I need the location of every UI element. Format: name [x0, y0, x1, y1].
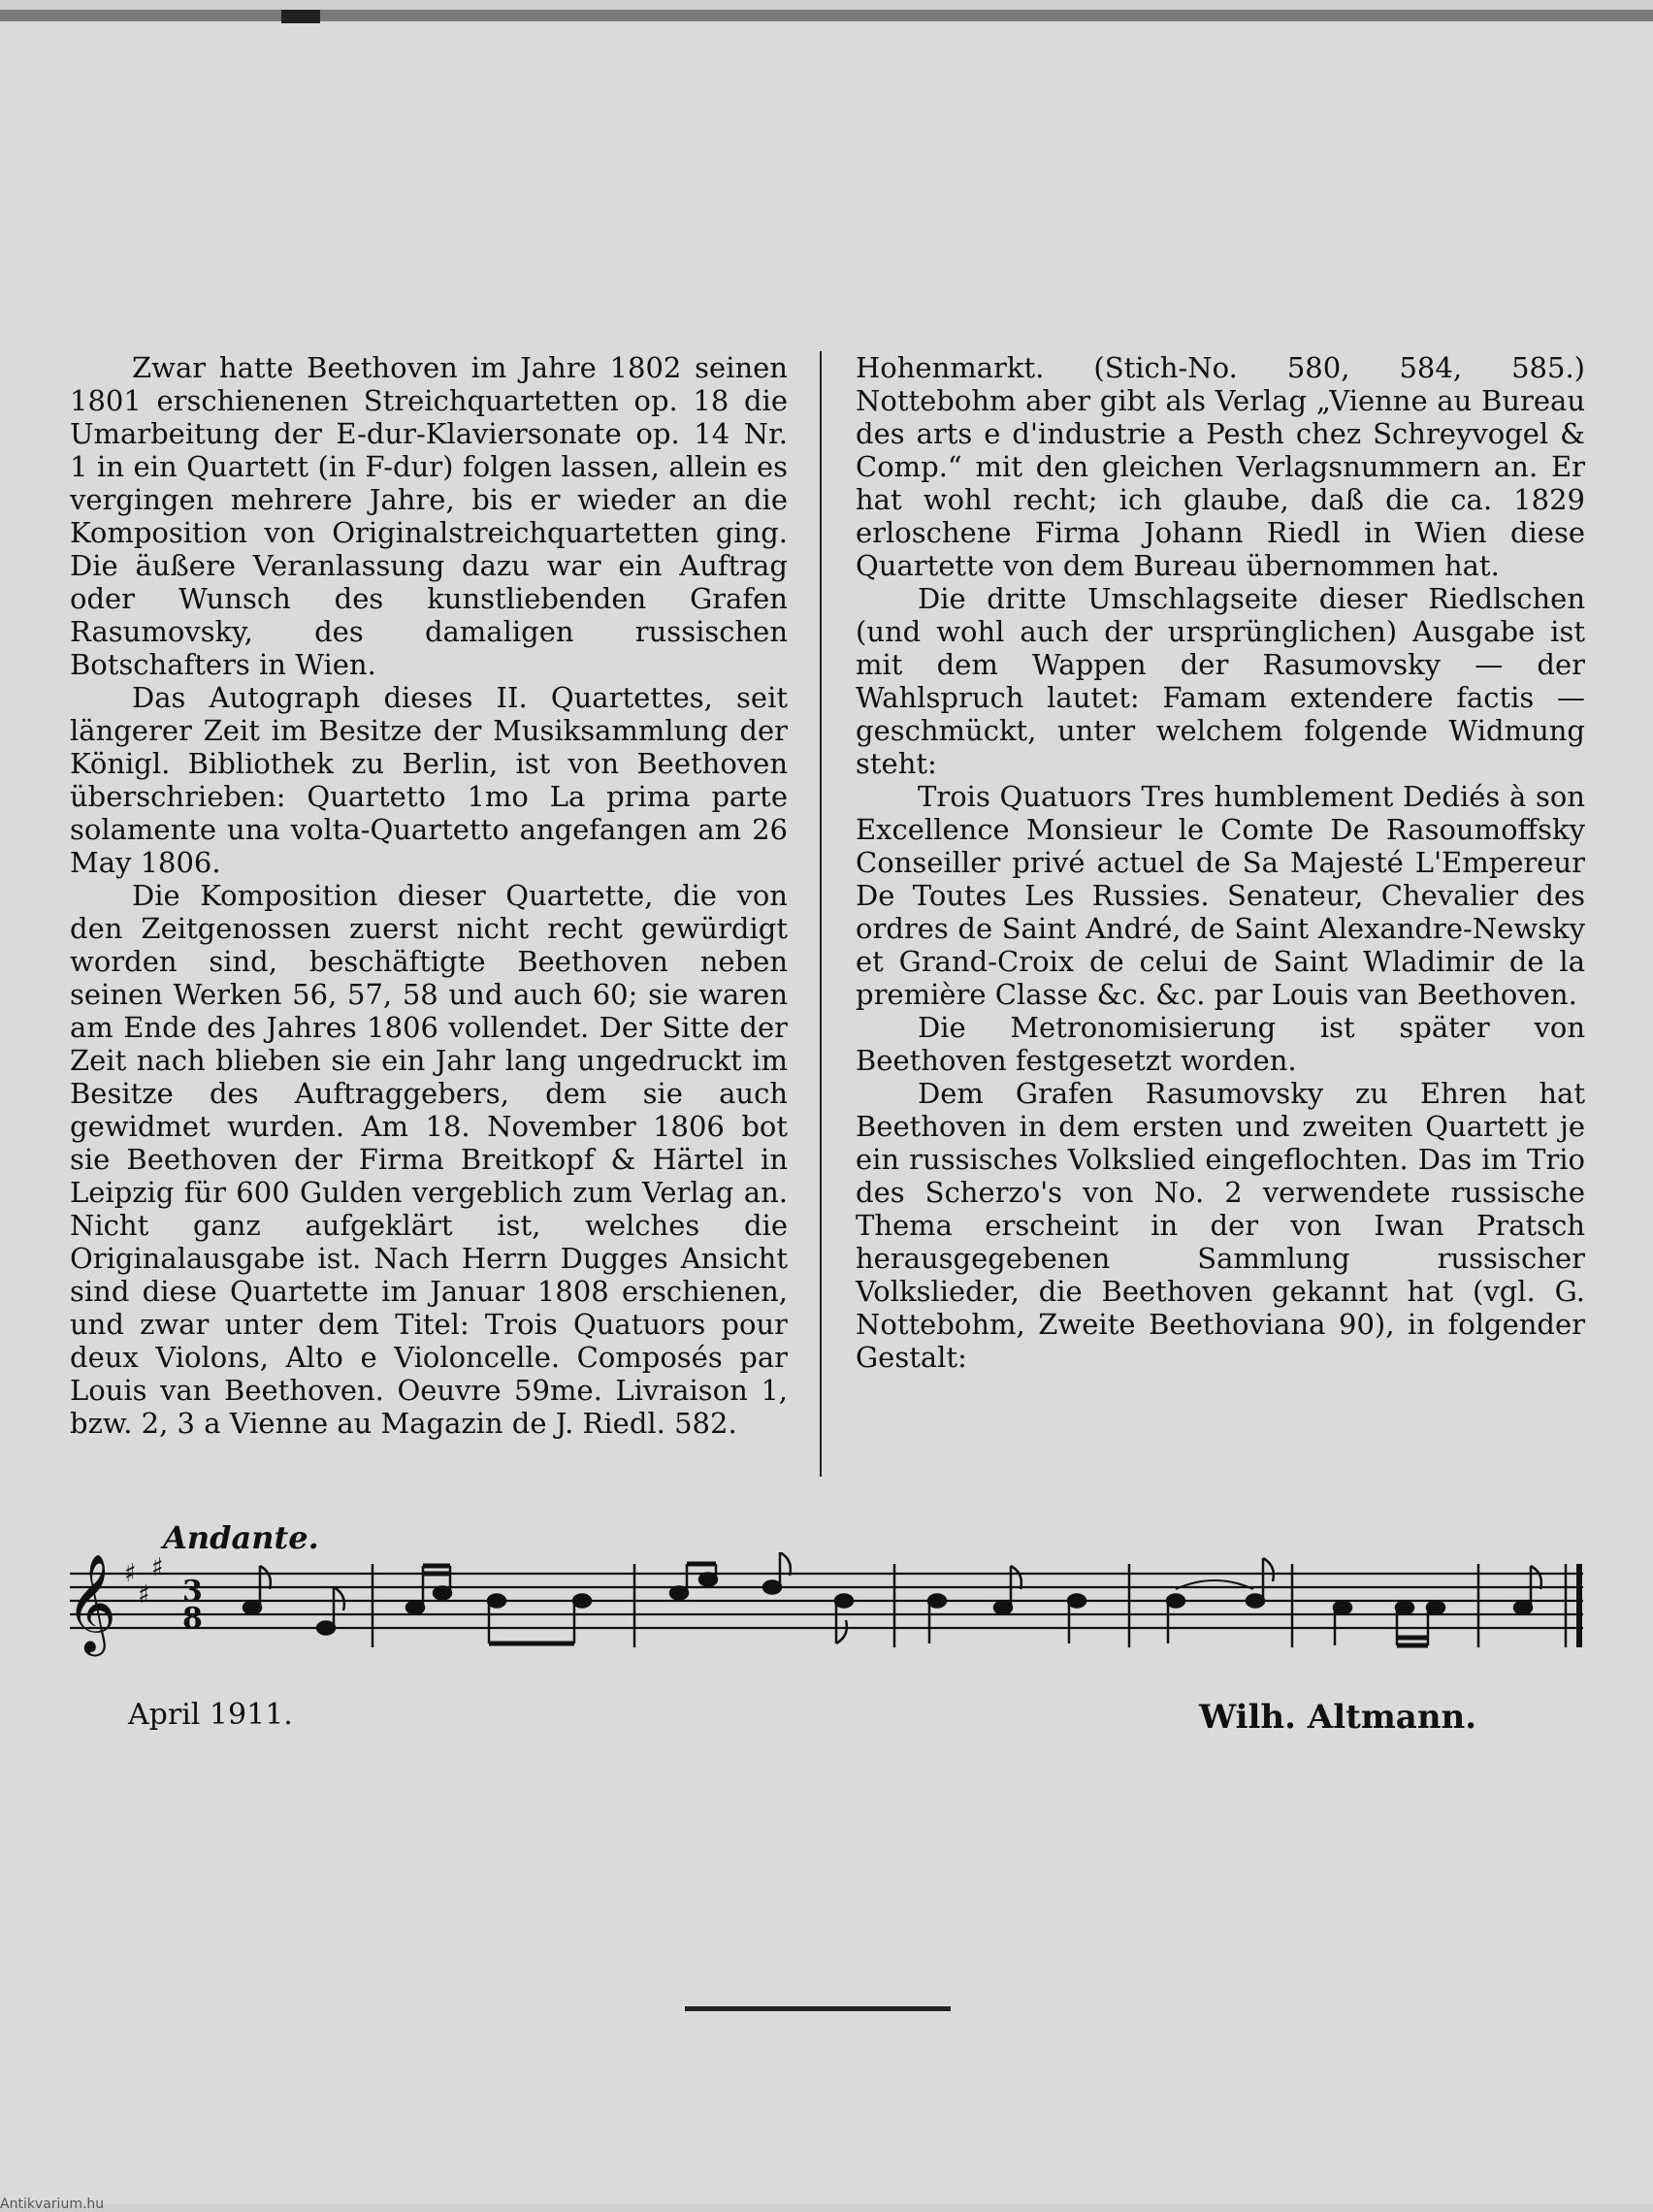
time-signature-bottom: 8 [182, 1602, 203, 1636]
svg-text:♯: ♯ [124, 1559, 137, 1588]
paragraph-right-3: Trois Quatuors Tres humblement Dediés à son Excellence Monsieur le Comte De Rasoumoffsky Conseiller privé actuel de Sa Majesté L'Empereur De Toutes Les Russies. Senateur, Chevalier des ordres de Saint André, de Saint Alexandre-Newsky et Grand-Croix de celui de Saint Wladimir de la première Classe &c. &c. par Louis van Beethoven. [856, 780, 1585, 1011]
paragraph-left-3: Die Komposition dieser Quartette, die von den Zeitgenossen zuerst nicht recht gewürdigt worden sind, beschäftigte Beethoven neben seinen Werken 56, 57, 58 und auch 60; sie waren am Ende des Jahres 1806 vollendet. Der Sitte der Zeit nach blieben sie ein Jahr lang ungedruckt im Besitze des Auftraggebers, dem sie auch gewidmet wurden. Am 18. November 1806 bot sie Beethoven der Firma Breitkopf & Härtel in Leipzig für 600 Gulden vergeblich zum Verlag an. Nicht ganz aufgeklärt ist, welches die Originalausgabe ist. Nach Herrn Dugges Ansicht sind diese Quartette im Januar 1808 erschienen, und zwar unter dem Titel: Trois Quatuors pour deux Violons, Alto e Violoncelle. Composés par Louis van Beethoven. Oeuvre 59me. Livraison 1, bzw. 2, 3 a Vienne au Magazin de J. Riedl. 582. [70, 879, 788, 1440]
treble-clef-icon: 𝄞 [66, 1552, 117, 1652]
paragraph-right-2: Die dritte Umschlagseite dieser Riedlschen (und wohl auch der ursprünglichen) Ausgabe ist mit dem Wappen der Rasumovsky — der Wahlspruch lautet: Famam extendere factis — geschmückt, unter welchem folgende Widmung steht: [856, 582, 1585, 780]
paragraph-right-1: Hohenmarkt. (Stich-No. 580, 584, 585.) Nottebohm aber gibt als Verlag „Vienne au Bureau des arts e d'industrie a Pesth chez Schreyvogel & Comp.“ mit den gleichen Verlagsnummern an. Er hat wohl recht; ich glaube, daß die ca. 1829 erloschene Firma Johann Riedl in Wien diese Quartette von dem Bureau übernommen hat. [856, 351, 1585, 582]
date-line: April 1911. [128, 1698, 293, 1732]
paragraph-right-4: Die Metronomisierung ist später von Beethoven festgesetzt worden. [856, 1011, 1585, 1077]
time-signature-top: 3 [182, 1575, 203, 1609]
page-top-edge [0, 10, 1653, 21]
right-column [856, 351, 1585, 1374]
column-divider [820, 351, 822, 1477]
page-top-mark [281, 10, 320, 23]
svg-text:♯: ♯ [138, 1580, 150, 1610]
staff-lines [70, 1574, 1583, 1628]
music-staff [60, 1552, 1593, 1669]
paragraph-left-1: Zwar hatte Beethoven im Jahre 1802 seinen 1801 erschienenen Streichquartetten op. 18 die Umarbeitung der E-dur-Klaviersonate op. 14 Nr. 1 in ein Quartett (in F-dur) folgen lassen, allein es vergingen mehrere Jahre, bis er wieder an die Komposition von Originalstreichquartetten ging. Die äußere Veranlassung dazu war ein Auftrag oder Wunsch des kunstliebenden Grafen Rasumovsky, des damaligen russischen Botschafters in Wien. [70, 351, 788, 681]
paragraph-left-2: Das Autograph dieses II. Quartettes, seit längerer Zeit im Besitze der Musiksammlung der Königl. Bibliothek zu Berlin, ist von Beethoven überschrieben: Quartetto 1mo La prima parte solamente una volta-Quartetto angefangen am 26 May 1806. [70, 681, 788, 879]
watermark-text: Antikvarium.hu [0, 2196, 105, 2212]
left-column [70, 351, 788, 1440]
document-page [0, 10, 1653, 2212]
end-rule [685, 2006, 951, 2011]
tempo-marking: Andante. [163, 1519, 319, 1556]
author-signature: Wilh. Altmann. [1199, 1698, 1477, 1737]
svg-text:♯: ♯ [151, 1553, 164, 1582]
paragraph-right-5: Dem Grafen Rasumovsky zu Ehren hat Beethoven in dem ersten und zweiten Quartett je ein russisches Volkslied eingeflochten. Das im Trio des Scherzo's von No. 2 verwendete russische Thema erscheint in der von Iwan Pratsch herausgegebenen Sammlung russischer Volkslieder, die Beethoven gekannt hat (vgl. G. Nottebohm, Zweite Beethoviana 90), in folgender Gestalt: [856, 1077, 1585, 1374]
